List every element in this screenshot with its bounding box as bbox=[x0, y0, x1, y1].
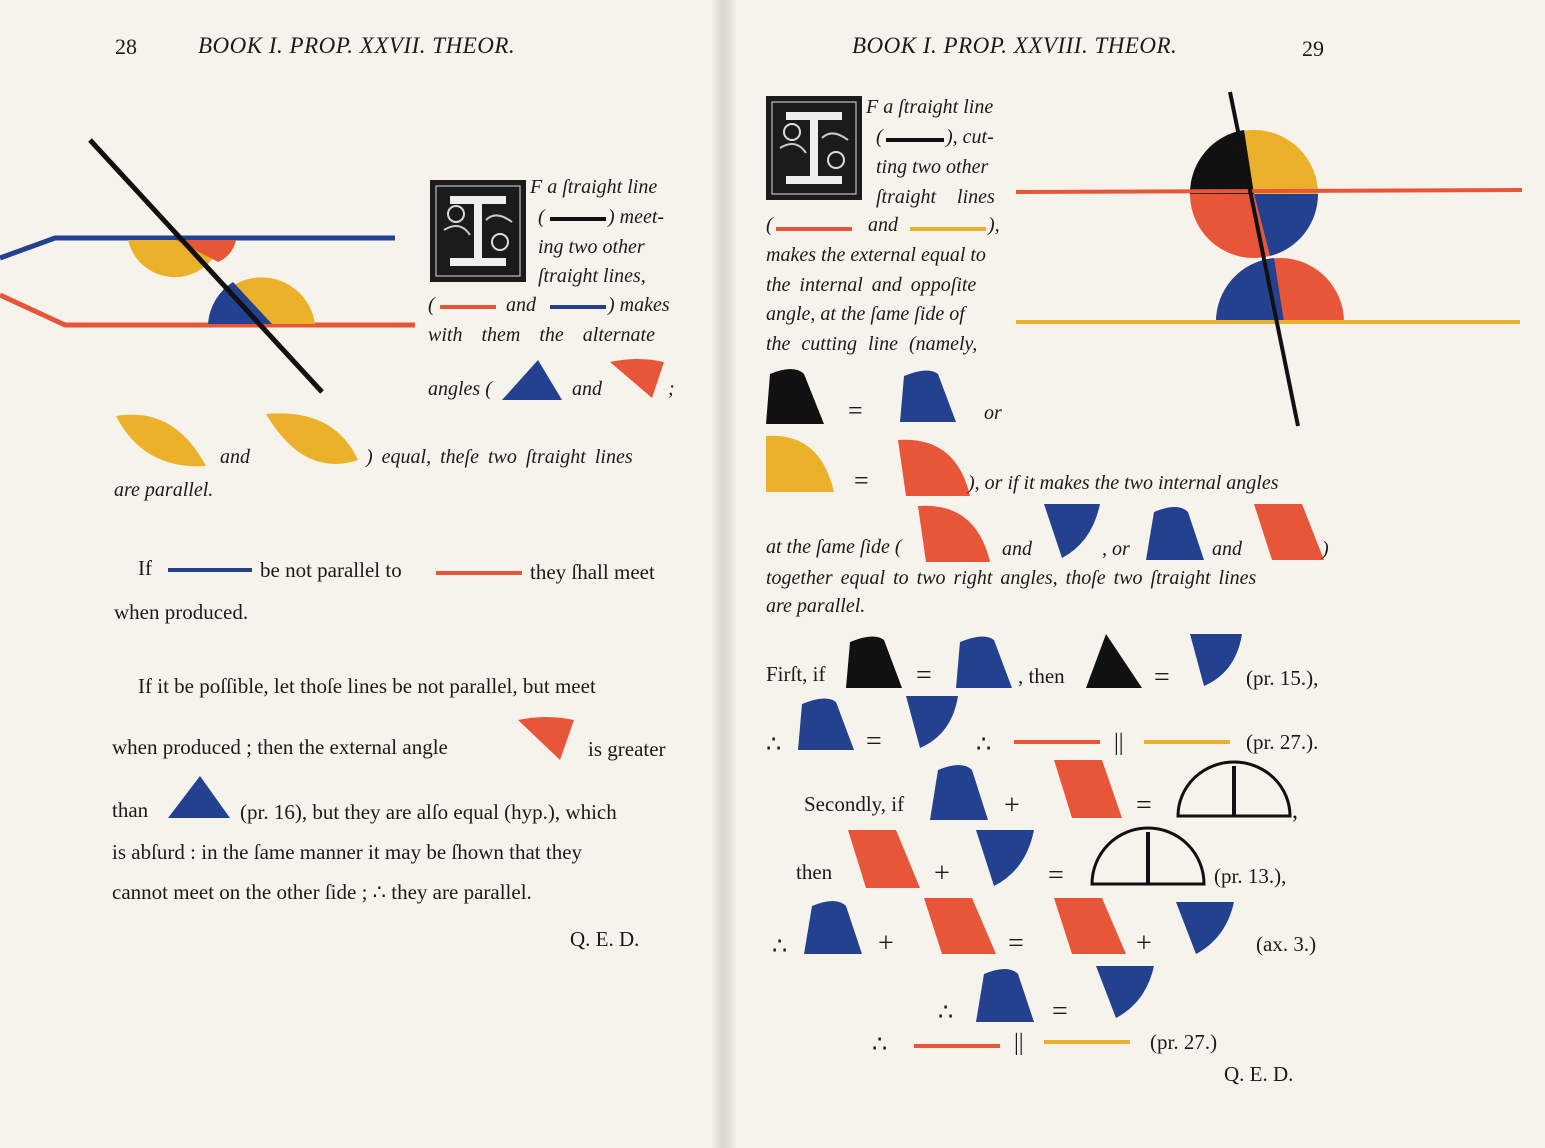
equals-sign: = bbox=[1136, 790, 1152, 821]
black-line-symbol bbox=[548, 215, 608, 223]
black-angle-symbol bbox=[1084, 632, 1146, 690]
qed-right: Q. E. D. bbox=[1224, 1062, 1294, 1086]
enunciation-line: angle, at the ſame ſide of bbox=[766, 303, 965, 325]
blue-angle-symbol bbox=[166, 774, 232, 820]
red-angle-symbol bbox=[916, 502, 992, 564]
citation: (pr. 27.). bbox=[1246, 730, 1319, 754]
enunciation-line: ), or if it makes the two internal angles bbox=[968, 472, 1279, 494]
proof-text: (pr. 16), but they are alſo equal (hyp.), which bbox=[240, 800, 617, 824]
enunciation-line: F a ſtraight line bbox=[530, 176, 658, 198]
enunciation-text: , or bbox=[1102, 538, 1130, 560]
yellow-angle-symbol bbox=[114, 410, 208, 468]
proof-text: Secondly, if bbox=[804, 792, 905, 816]
proof-text: If bbox=[138, 556, 152, 580]
yellow-line-symbol bbox=[1042, 1038, 1132, 1046]
cutting-line-figure bbox=[1012, 86, 1532, 431]
therefore-sign: ∴ bbox=[976, 732, 992, 758]
enunciation-line: makes the external equal to bbox=[766, 244, 986, 266]
proof-text: , then bbox=[1018, 664, 1065, 688]
equals-sign: = bbox=[1008, 928, 1024, 959]
enunciation-text: or bbox=[984, 402, 1002, 424]
blue-angle-symbol bbox=[974, 964, 1036, 1024]
page-number-right: 29 bbox=[1302, 36, 1324, 61]
parallel-sign: || bbox=[1014, 1030, 1024, 1056]
blue-angle-symbol bbox=[1042, 502, 1102, 560]
therefore-sign: ∴ bbox=[938, 1000, 954, 1026]
therefore-sign: ∴ bbox=[772, 934, 788, 960]
enunciation-line: ſtraight lines bbox=[876, 186, 995, 208]
yellow-line-symbol bbox=[908, 225, 988, 233]
blue-angle-symbol bbox=[974, 828, 1036, 888]
plus-sign: + bbox=[934, 858, 950, 889]
therefore-sign: ∴ bbox=[872, 1032, 888, 1058]
enunciation-line: with them the alternate bbox=[428, 324, 655, 346]
enunciation-text: ), cut- bbox=[946, 126, 994, 148]
plus-sign: + bbox=[878, 928, 894, 959]
blue-line-symbol bbox=[166, 566, 254, 574]
blue-angle-symbol bbox=[802, 896, 864, 956]
blue-angle-symbol bbox=[1174, 900, 1236, 956]
blue-angle-symbol bbox=[500, 358, 564, 402]
red-angle-symbol bbox=[922, 896, 998, 956]
red-angle-symbol bbox=[1052, 896, 1128, 956]
enunciation-text: and bbox=[220, 446, 250, 468]
red-angle-symbol bbox=[608, 358, 666, 400]
plus-sign: + bbox=[1004, 790, 1020, 821]
enunciation-text: ) makes bbox=[608, 294, 670, 316]
equals-sign: = bbox=[916, 660, 932, 691]
equals-sign: = bbox=[1154, 662, 1170, 693]
enunciation-text: and bbox=[506, 294, 536, 316]
proof-text: be not parallel to bbox=[260, 558, 402, 582]
book-gutter bbox=[712, 0, 736, 1148]
enunciation-line: together equal to two right angles, thoſe two ſtraight lines bbox=[766, 567, 1257, 589]
enunciation-text: and bbox=[1212, 538, 1242, 560]
enunciation-line: F a ſtraight line bbox=[866, 96, 994, 118]
enunciation-text: angles ( bbox=[428, 378, 492, 400]
right-page bbox=[722, 0, 1545, 1148]
equals-sign: = bbox=[1048, 860, 1064, 891]
red-angle-symbol bbox=[846, 828, 922, 890]
red-line-symbol bbox=[434, 569, 524, 577]
proof-text: , bbox=[1292, 798, 1298, 824]
blue-angle-symbol bbox=[898, 366, 960, 424]
proof-text: they ſhall meet bbox=[530, 560, 655, 584]
black-line-symbol bbox=[884, 136, 946, 144]
equals-sign: = bbox=[866, 726, 882, 757]
proof-text: Firſt, if bbox=[766, 662, 826, 686]
decorative-initial-i bbox=[430, 180, 526, 282]
citation: (pr. 15.), bbox=[1246, 666, 1319, 690]
yellow-angle-symbol bbox=[764, 432, 836, 494]
two-right-angles-symbol bbox=[1090, 826, 1206, 886]
enunciation-text: at the ſame ſide ( bbox=[766, 536, 902, 558]
enunciation-text: and bbox=[572, 378, 602, 400]
equals-sign: = bbox=[848, 396, 863, 425]
blue-angle-symbol bbox=[1094, 964, 1156, 1020]
enunciation-line: ing two other bbox=[538, 236, 645, 258]
proof-text: is abſurd : in the ſame manner it may be ſhown that they bbox=[112, 840, 583, 864]
enunciation-text: ) bbox=[1322, 538, 1329, 560]
two-right-angles-symbol bbox=[1176, 760, 1292, 818]
blue-line-symbol bbox=[548, 303, 608, 311]
parallel-lines-figure bbox=[0, 130, 430, 400]
enunciation-line: ſtraight lines, bbox=[538, 265, 646, 287]
yellow-line-symbol bbox=[1142, 738, 1232, 746]
enunciation-line: are parallel. bbox=[766, 595, 866, 617]
enunciation-text: ) meet- bbox=[608, 206, 665, 228]
blue-angle-symbol bbox=[904, 694, 960, 750]
red-angle-symbol bbox=[516, 716, 576, 762]
enunciation-line: are parallel. bbox=[114, 479, 214, 501]
enunciation-text: ; bbox=[668, 378, 675, 400]
therefore-sign: ∴ bbox=[766, 732, 782, 758]
plus-sign: + bbox=[1136, 928, 1152, 959]
enunciation-line: the cutting line (namely, bbox=[766, 333, 978, 355]
parallel-sign: || bbox=[1114, 730, 1124, 756]
proof-text: is greater bbox=[588, 737, 666, 761]
enunciation-text: ( bbox=[876, 126, 883, 148]
enunciation-line: ting two other bbox=[876, 156, 989, 178]
citation: (pr. 13.), bbox=[1214, 864, 1287, 888]
enunciation-text: ), bbox=[988, 214, 1000, 236]
equals-sign: = bbox=[854, 466, 869, 495]
equals-sign: = bbox=[1052, 996, 1068, 1027]
red-line-symbol bbox=[438, 303, 498, 311]
yellow-angle-symbol bbox=[264, 410, 360, 472]
enunciation-text: ( bbox=[766, 214, 773, 236]
red-line-symbol bbox=[774, 225, 854, 233]
decorative-initial-i bbox=[766, 96, 862, 200]
proof-text: cannot meet on the other ſide ; ∴ they are parallel. bbox=[112, 880, 532, 904]
proof-text: than bbox=[112, 798, 149, 822]
enunciation-text: ( bbox=[538, 206, 545, 228]
blue-angle-symbol bbox=[1144, 502, 1206, 562]
red-line-symbol bbox=[1012, 738, 1102, 746]
enunciation-line: the internal and oppoſite bbox=[766, 274, 977, 296]
enunciation-text: ( bbox=[428, 294, 435, 316]
red-angle-symbol bbox=[1052, 758, 1124, 820]
blue-angle-symbol bbox=[796, 694, 858, 752]
black-angle-symbol bbox=[844, 632, 906, 690]
proof-text: then bbox=[796, 860, 833, 884]
blue-angle-symbol bbox=[954, 632, 1016, 690]
left-page bbox=[0, 0, 720, 1148]
proof-text: when produced ; then the external angle bbox=[112, 735, 448, 759]
running-head-left: BOOK I. PROP. XXVII. THEOR. bbox=[198, 33, 516, 58]
red-angle-symbol bbox=[896, 436, 972, 498]
blue-angle-symbol bbox=[928, 760, 990, 822]
proof-text: If it be poſſible, let thoſe lines be not parallel, but meet bbox=[138, 674, 596, 698]
enunciation-text: and bbox=[1002, 538, 1032, 560]
proof-text: when produced. bbox=[114, 600, 249, 624]
enunciation-line: ) equal, theſe two ſtraight lines bbox=[366, 446, 633, 468]
enunciation-text: and bbox=[868, 214, 898, 236]
black-angle-symbol bbox=[764, 364, 826, 426]
page-number-left: 28 bbox=[115, 34, 137, 59]
red-angle-symbol bbox=[1252, 502, 1326, 562]
red-line-symbol bbox=[912, 1042, 1002, 1050]
citation: (ax. 3.) bbox=[1256, 932, 1317, 956]
qed-left: Q. E. D. bbox=[570, 927, 640, 951]
running-head-right: BOOK I. PROP. XXVIII. THEOR. bbox=[852, 33, 1178, 58]
citation: (pr. 27.) bbox=[1150, 1030, 1218, 1054]
blue-angle-symbol bbox=[1188, 632, 1244, 688]
